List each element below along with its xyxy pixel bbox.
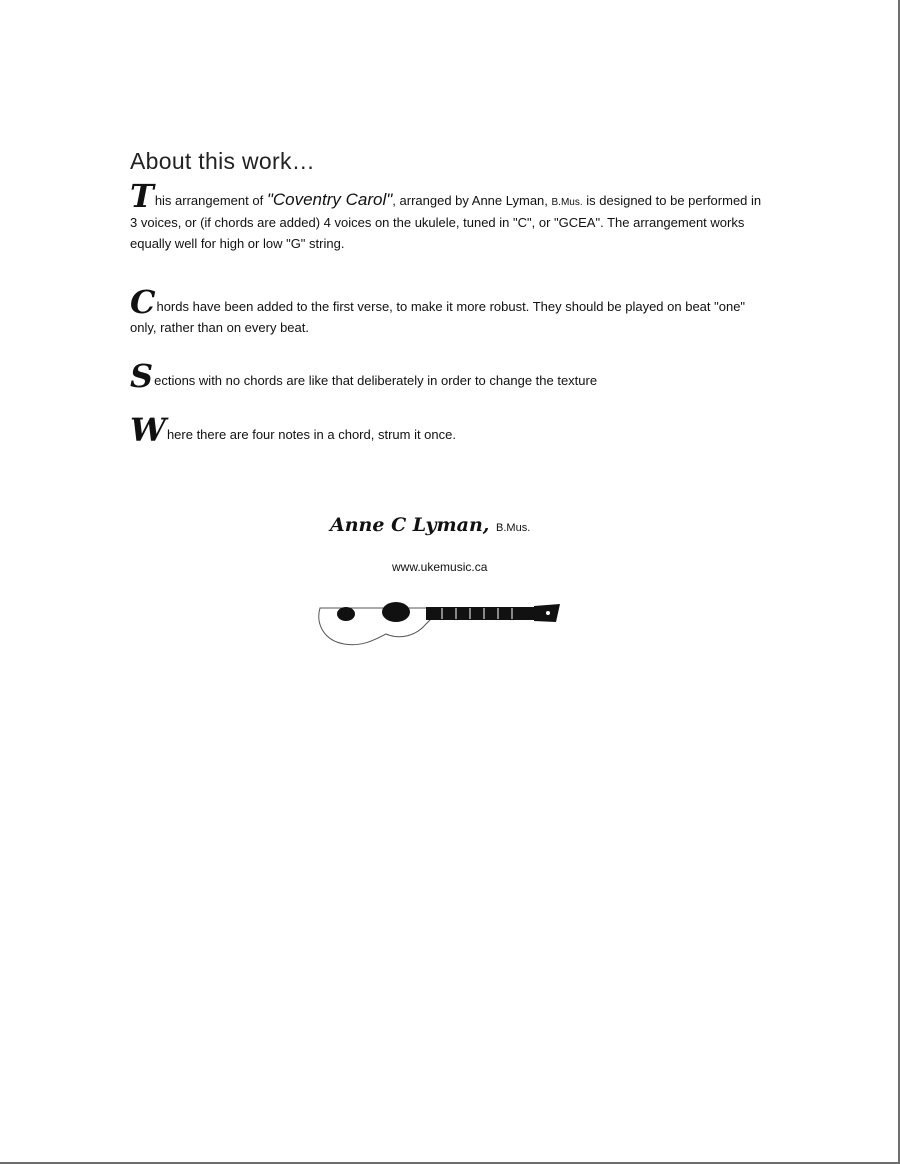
paragraph-chords xyxy=(130,283,770,339)
paragraph-arrangement-text-after: is designed to be performed in 3 voices, or (if chords are added) 4 voices on the ukulele, tuned in "C", or "GCEA". The arrangement works equally well for high or low "G" string. xyxy=(130,193,762,251)
dropcap-t: T xyxy=(130,177,154,215)
arranger-credential: B.Mus. xyxy=(551,197,583,208)
paragraph-strum xyxy=(130,411,770,449)
paragraph-arrangement-text-before: his arrangement of xyxy=(154,193,267,208)
dropcap-w: W xyxy=(130,411,166,449)
signature-name: Anne C Lyman, xyxy=(330,514,490,536)
signature xyxy=(330,514,530,536)
dropcap-s: S xyxy=(130,357,154,395)
dropcap-c: C xyxy=(130,283,156,321)
section-heading: About this work… xyxy=(130,148,316,174)
paragraph-arrangement xyxy=(130,177,770,255)
piece-title: "Coventry Carol" xyxy=(266,190,393,209)
paragraph-arrangement-text-mid: , arranged by Anne Lyman, xyxy=(392,193,552,208)
paragraph-chords-text: hords have been added to the first verse, to make it more robust. They should be played on beat "one" only, rather than on every beat. xyxy=(130,299,746,335)
website-url: www.ukemusic.ca xyxy=(392,560,488,574)
ukulele-logo-icon xyxy=(316,600,562,652)
signature-credential: B.Mus. xyxy=(496,522,531,534)
paragraph-strum-text: here there are four notes in a chord, strum it once. xyxy=(166,427,456,442)
paragraph-sections xyxy=(130,357,770,395)
paragraph-sections-text: ections with no chords are like that deliberately in order to change the texture xyxy=(154,373,598,388)
